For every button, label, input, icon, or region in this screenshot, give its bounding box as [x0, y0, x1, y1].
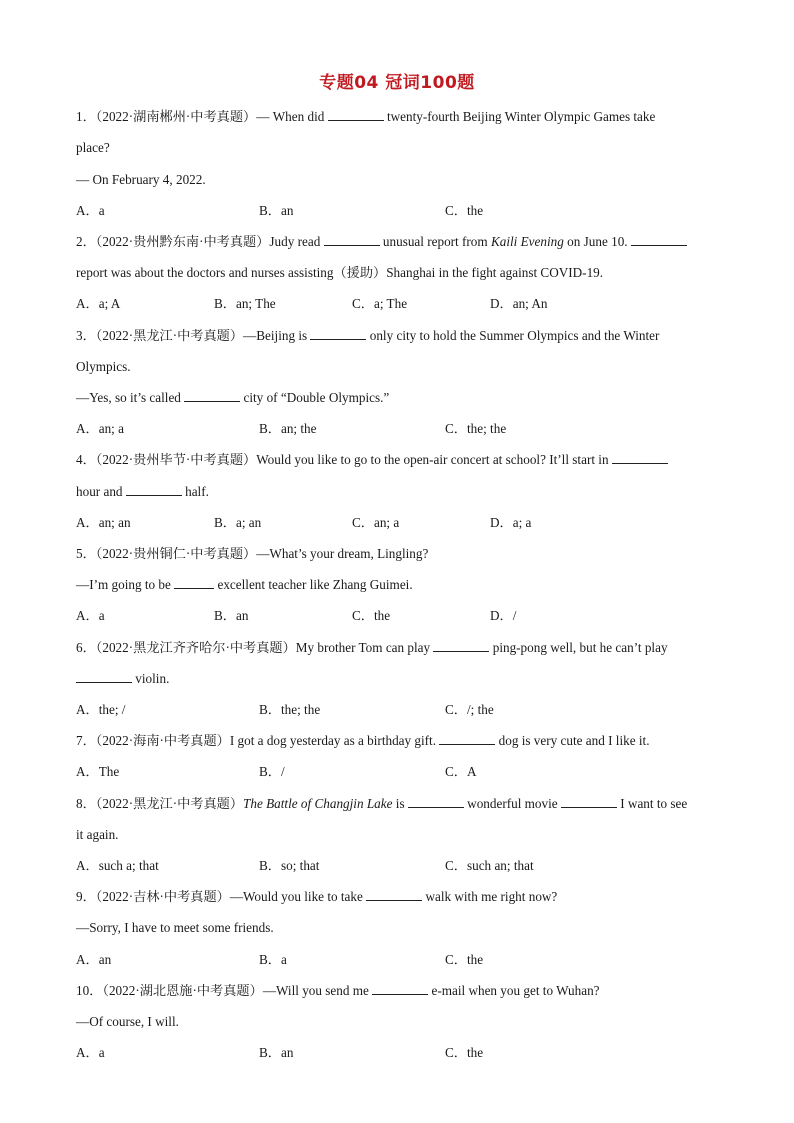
question-2-line-1: 2．（2022·贵州黔东南·中考真题）Judy read unusual report from Kaili Evening on June 10. [76, 234, 687, 250]
question-9-option-c[interactable]: C．the [445, 952, 484, 967]
question-5-option-b[interactable]: B．an [214, 608, 249, 623]
question-4-option-a[interactable]: A．an; an [76, 515, 131, 530]
question-1-line-1: 1．（2022·湖南郴州·中考真题）— When did twenty-fourth Beijing Winter Olympic Games take [76, 109, 656, 124]
question-5-line-1: 5．（2022·贵州铜仁·中考真题）—What’s your dream, Lingling? [76, 546, 429, 561]
question-5-option-a[interactable]: A．a [76, 608, 105, 623]
answer-blank[interactable] [561, 796, 617, 808]
page-title: 专题04 冠词100题 [319, 73, 475, 93]
question-6-option-b[interactable]: B．the; the [259, 702, 321, 717]
question-10-option-c[interactable]: C．the [445, 1045, 484, 1060]
question-8-line-1: 8．（2022·黑龙江·中考真题）The Battle of Changjin Lake is wonderful movie I want to see [76, 796, 688, 811]
question-7-option-a[interactable]: A．The [76, 764, 120, 779]
question-7-option-c[interactable]: C．A [445, 764, 477, 779]
question-9-line-2: —Sorry, I have to meet some friends. [76, 920, 274, 935]
answer-blank[interactable] [372, 983, 428, 995]
question-6-line-1: 6．（2022·黑龙江齐齐哈尔·中考真题）My brother Tom can play ping-pong well, but he can’t play [76, 640, 668, 655]
question-4-option-c[interactable]: C．an; a [352, 515, 400, 530]
question-1-line-2: place? [76, 140, 110, 155]
question-1-option-a[interactable]: A．a [76, 203, 105, 218]
answer-blank[interactable] [174, 577, 214, 589]
question-4-option-d[interactable]: D．a; a [490, 515, 532, 530]
question-5-option-d[interactable]: D．/ [490, 608, 517, 623]
answer-blank[interactable] [366, 889, 422, 901]
answer-blank[interactable] [408, 796, 464, 808]
question-3-option-b[interactable]: B．an; the [259, 421, 317, 436]
question-2-option-b[interactable]: B．an; The [214, 296, 276, 311]
question-4-line-1: 4．（2022·贵州毕节·中考真题）Would you like to go to the open-air concert at school? It’ll start in [76, 452, 668, 468]
question-10-line-2: —Of course, I will. [76, 1014, 179, 1029]
question-6-line-2: violin. [76, 671, 169, 687]
question-5-option-c[interactable]: C．the [352, 608, 391, 623]
question-3-line-3: —Yes, so it’s called city of “Double Olympics.” [76, 390, 390, 405]
question-2-option-d[interactable]: D．an; An [490, 296, 548, 311]
answer-blank[interactable] [126, 484, 182, 496]
question-10-option-a[interactable]: A．a [76, 1045, 105, 1060]
question-4-line-2: hour and half. [76, 484, 209, 499]
question-5-line-2: —I’m going to be excellent teacher like Zhang Guimei. [76, 577, 413, 592]
answer-blank[interactable] [439, 733, 495, 745]
question-8-line-2: it again. [76, 827, 119, 842]
question-6-option-a[interactable]: A．the; / [76, 702, 126, 717]
question-9-line-1: 9．（2022·吉林·中考真题）—Would you like to take walk with me right now? [76, 889, 558, 904]
question-2-line-2: report was about the doctors and nurses assisting（援助）Shanghai in the fight against COVID-19. [76, 265, 604, 280]
question-6-option-c[interactable]: C．/; the [445, 702, 494, 717]
question-2-option-c[interactable]: C．a; The [352, 296, 408, 311]
question-3-line-2: Olympics. [76, 359, 131, 374]
answer-blank[interactable] [328, 109, 384, 121]
answer-blank[interactable] [324, 234, 380, 246]
answer-blank[interactable] [184, 390, 240, 402]
question-2-option-a[interactable]: A．a; A [76, 296, 121, 311]
question-1-option-c[interactable]: C．the [445, 203, 484, 218]
answer-blank[interactable] [631, 234, 687, 246]
question-10-option-b[interactable]: B．an [259, 1045, 294, 1060]
question-9-option-b[interactable]: B．a [259, 952, 287, 967]
question-3-option-c[interactable]: C．the; the [445, 421, 507, 436]
answer-blank[interactable] [310, 328, 366, 340]
question-8-option-a[interactable]: A．such a; that [76, 858, 159, 873]
question-1-line-3: — On February 4, 2022. [76, 172, 206, 187]
answer-blank[interactable] [433, 640, 489, 652]
answer-blank[interactable] [612, 452, 668, 464]
question-1-option-b[interactable]: B．an [259, 203, 294, 218]
question-10-line-1: 10．（2022·湖北恩施·中考真题）—Will you send me e-mail when you get to Wuhan? [76, 983, 600, 998]
question-8-option-b[interactable]: B．so; that [259, 858, 320, 873]
question-4-option-b[interactable]: B．a; an [214, 515, 262, 530]
question-3-line-1: 3．（2022·黑龙江·中考真题）—Beijing is only city to hold the Summer Olympics and the Winter [76, 328, 660, 343]
question-8-option-c[interactable]: C．such an; that [445, 858, 534, 873]
question-3-option-a[interactable]: A．an; a [76, 421, 124, 436]
question-7-line-1: 7．（2022·海南·中考真题）I got a dog yesterday as a birthday gift. dog is very cute and I like it. [76, 733, 650, 748]
question-7-option-b[interactable]: B．/ [259, 764, 285, 779]
question-9-option-a[interactable]: A．an [76, 952, 112, 967]
answer-blank[interactable] [76, 671, 132, 683]
